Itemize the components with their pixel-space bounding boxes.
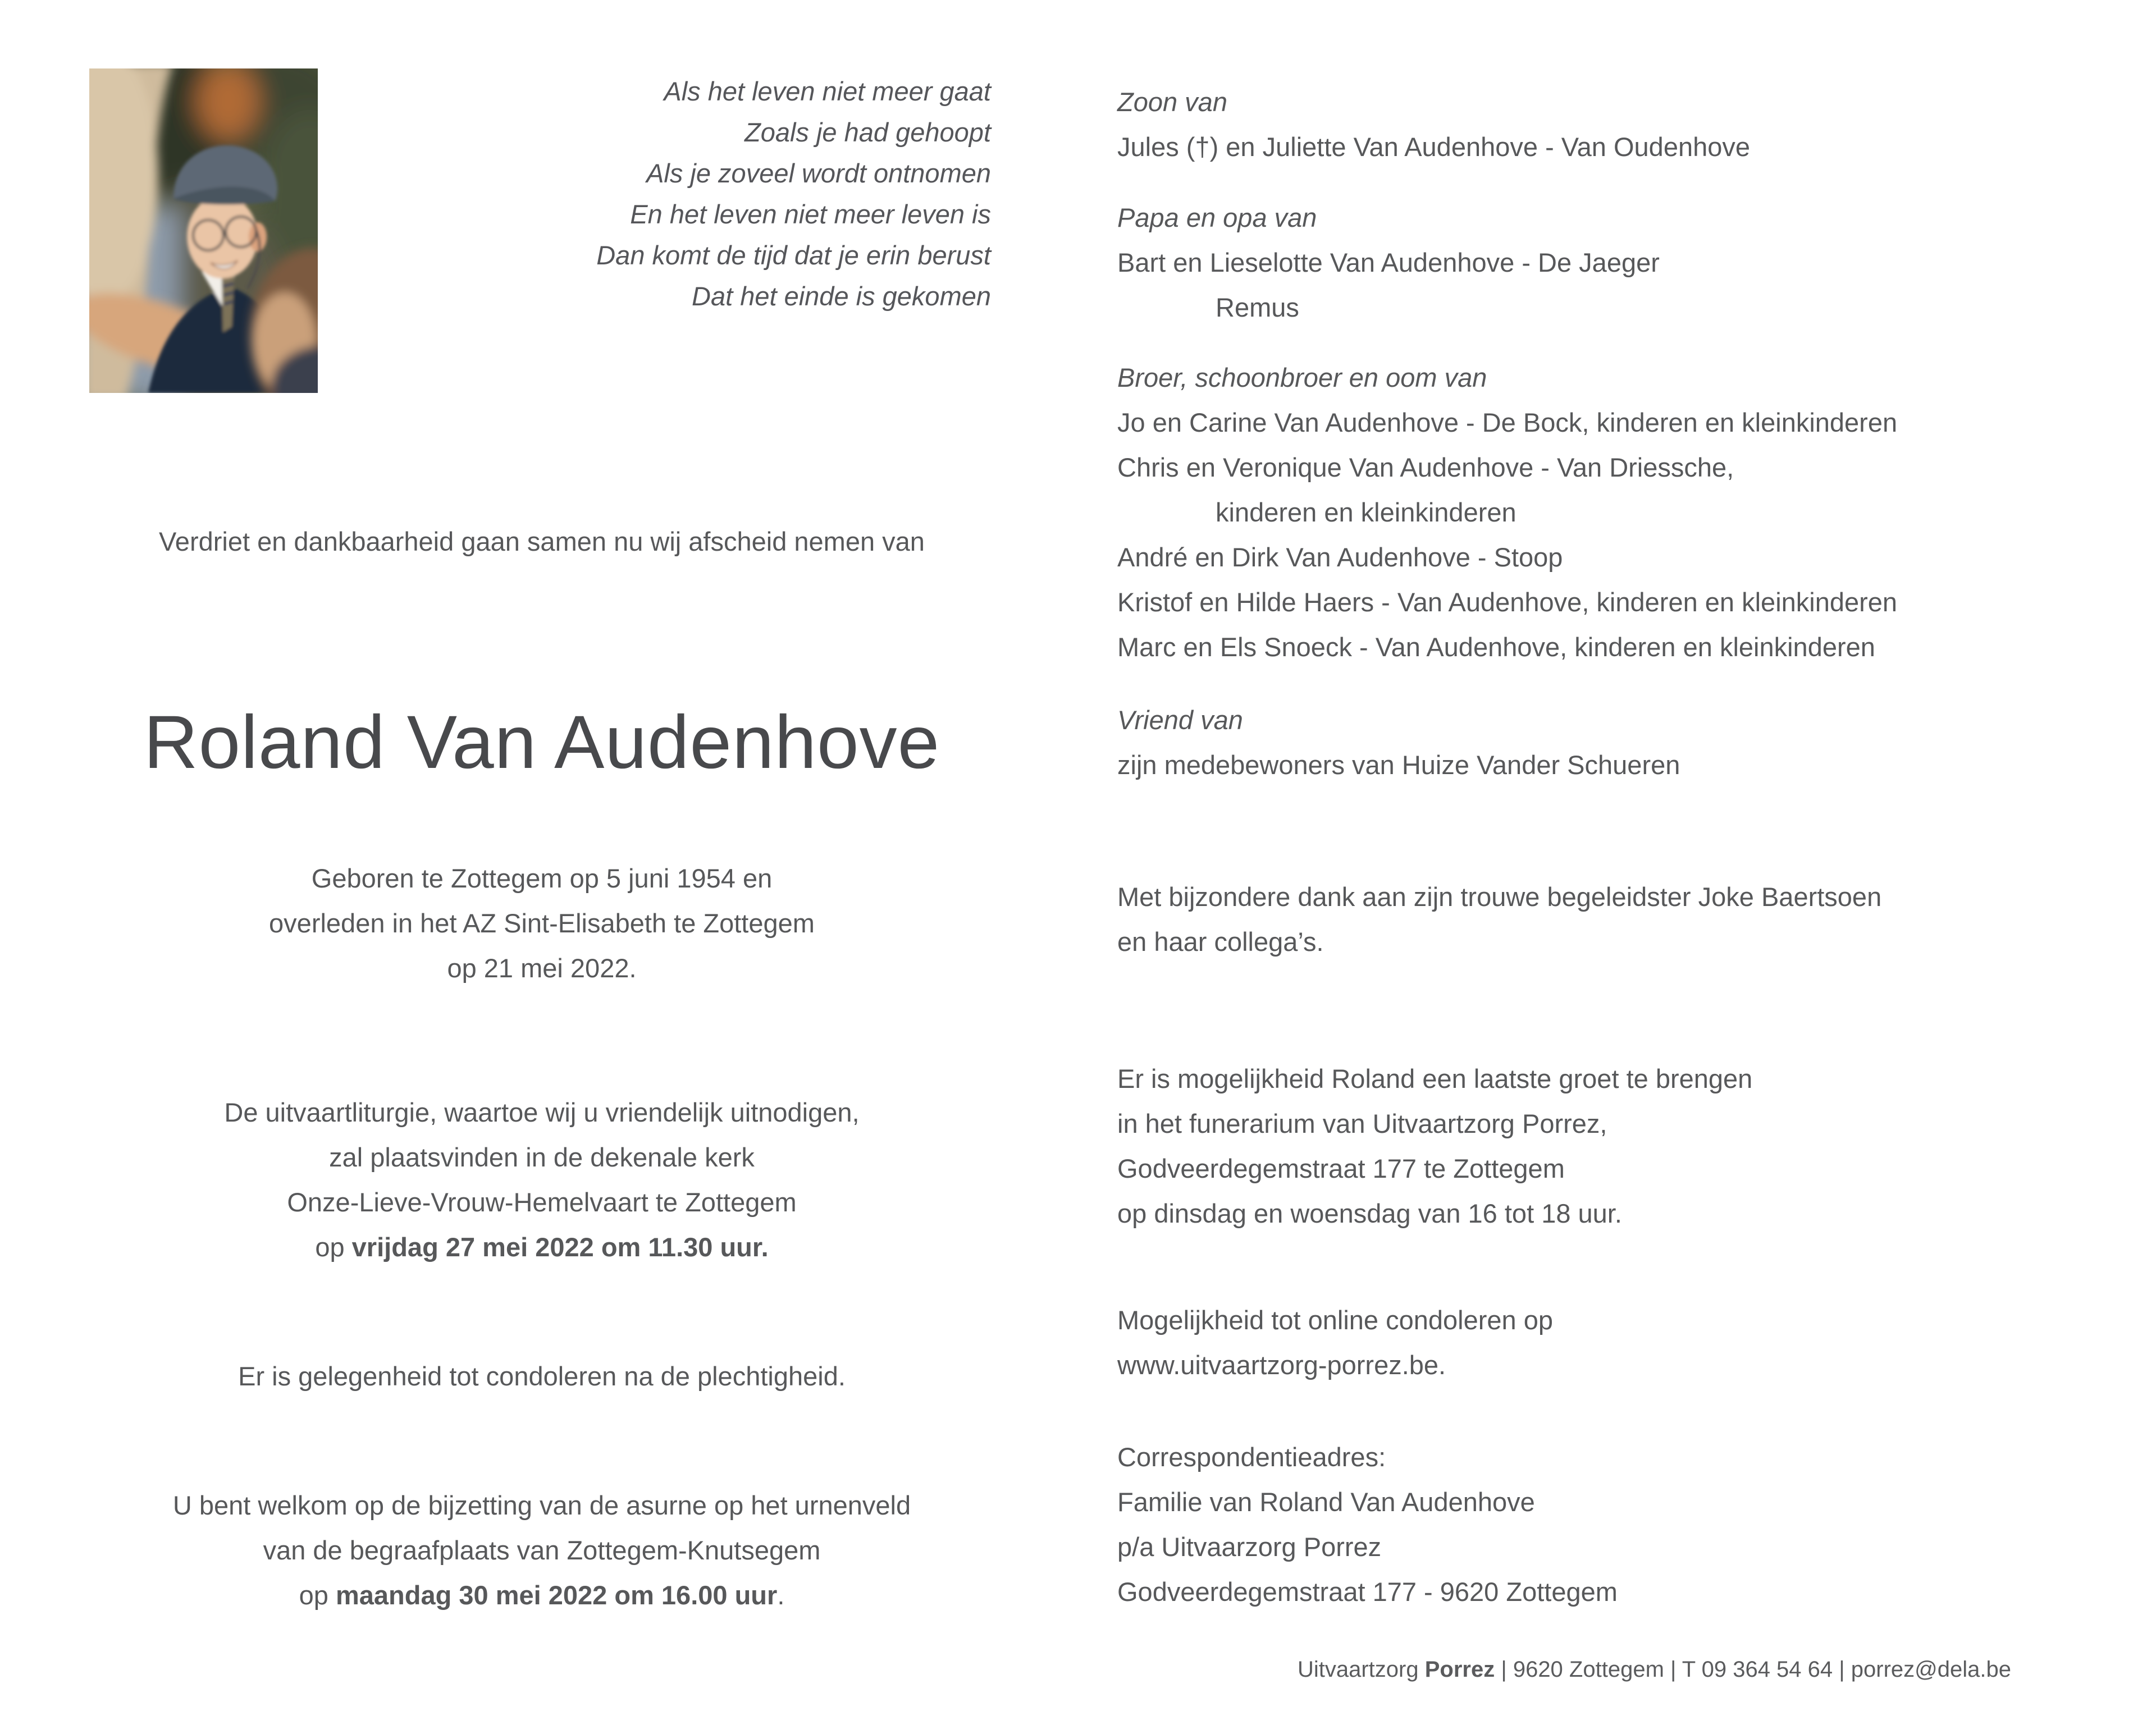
correspondence-line: Familie van Roland Van Audenhove bbox=[1117, 1487, 1535, 1517]
footer-prefix: Uitvaartzorg bbox=[1297, 1657, 1425, 1682]
relative-line: Kristof en Hilde Haers - Van Audenhove, kinderen en kleinkinderen bbox=[1117, 587, 1898, 617]
liturgy-line: De uitvaartliturgie, waartoe wij u vriendelijk uitnodigen, bbox=[224, 1097, 860, 1127]
poem bbox=[93, 71, 1002, 317]
funerarium-line: Godveerdegemstraat 177 te Zottegem bbox=[1117, 1154, 1565, 1183]
relative-line: kinderen en kleinkinderen bbox=[1216, 497, 1516, 527]
liturgy-line: zal plaatsvinden in de dekenale kerk bbox=[329, 1142, 755, 1172]
thanks-block bbox=[1117, 875, 1881, 964]
relative-line: Jo en Carine Van Audenhove - De Bock, kinderen en kleinkinderen bbox=[1117, 408, 1898, 437]
birth-death-line: Geboren te Zottegem op 5 juni 1954 en bbox=[311, 863, 773, 893]
thanks-line: Met bijzondere dank aan zijn trouwe begeleidster Joke Baertsoen bbox=[1117, 882, 1882, 912]
online-condolence-url: www.uitvaartzorg-porrez.be. bbox=[1117, 1350, 1446, 1380]
funeral-home-footer bbox=[1298, 1657, 2011, 1682]
funerarium-line: Er is mogelijkheid Roland een laatste groet te brengen bbox=[1117, 1064, 1753, 1094]
liturgy-line: Onze-Lieve-Vrouw-Hemelvaart te Zottegem bbox=[287, 1187, 797, 1217]
online-condolence-block bbox=[1117, 1298, 1553, 1388]
birth-death-line: overleden in het AZ Sint-Elisabeth te Zottegem bbox=[269, 908, 815, 938]
poem-line: Als het leven niet meer gaat bbox=[664, 76, 991, 106]
burial-date-line bbox=[93, 1573, 991, 1618]
intro-line: Verdriet en dankbaarheid gaan samen nu wij afscheid nemen van bbox=[159, 527, 925, 556]
relative-line: Jules (†) en Juliette Van Audenhove - Van Oudenhove bbox=[1117, 132, 1751, 162]
footer-contact: | 9620 Zottegem | T 09 364 54 64 | porrez@dela.be bbox=[1495, 1657, 2011, 1682]
relative-line: zijn medebewoners van Huize Vander Schueren bbox=[1117, 750, 1680, 780]
burial-block bbox=[93, 1483, 991, 1618]
liturgy-block bbox=[93, 1090, 991, 1270]
poem-line: Zoals je had gehoopt bbox=[744, 117, 991, 147]
correspondence-line: Correspondentieadres: bbox=[1117, 1442, 1386, 1472]
poem-line: Dan komt de tijd dat je erin berust bbox=[596, 240, 991, 270]
relative-line: André en Dirk Van Audenhove - Stoop bbox=[1117, 542, 1563, 572]
relative-line: Bart en Lieselotte Van Audenhove - De Jaeger bbox=[1117, 248, 1660, 277]
burial-line: U bent welkom op de bijzetting van de asurne op het urnenveld bbox=[172, 1490, 911, 1520]
liturgy-date-line bbox=[93, 1225, 991, 1270]
burial-date-suffix: . bbox=[777, 1580, 785, 1610]
condolence-line: Er is gelegenheid tot condoleren na de plechtigheid. bbox=[238, 1361, 846, 1391]
burial-date-prefix: op bbox=[299, 1580, 336, 1610]
poem-line: Als je zoveel wordt ontnomen bbox=[646, 158, 991, 188]
correspondence-block bbox=[1117, 1435, 1618, 1614]
liturgy-date: vrijdag 27 mei 2022 om 11.30 uur. bbox=[351, 1232, 769, 1262]
relative-line: Chris en Veronique Van Audenhove - Van Driessche, bbox=[1117, 452, 1734, 482]
section-label-zoon-van: Zoon van bbox=[1117, 87, 1227, 117]
birth-death-block bbox=[93, 856, 991, 991]
burial-line: van de begraafplaats van Zottegem-Knutsegem bbox=[263, 1535, 821, 1565]
section-label-broer-schoonbroer-oom: Broer, schoonbroer en oom van bbox=[1117, 363, 1487, 392]
funerarium-line: op dinsdag en woensdag van 16 tot 18 uur. bbox=[1117, 1198, 1622, 1228]
footer-brand: Porrez bbox=[1424, 1657, 1495, 1682]
thanks-line: en haar collega’s. bbox=[1117, 927, 1324, 957]
correspondence-line: Godveerdegemstraat 177 - 9620 Zottegem bbox=[1117, 1577, 1618, 1607]
relative-line: Remus bbox=[1216, 292, 1299, 322]
funerarium-block bbox=[1117, 1056, 1752, 1236]
online-condolence-line: Mogelijkheid tot online condoleren op bbox=[1117, 1305, 1554, 1335]
deceased-name: Roland Van Audenhove bbox=[143, 701, 940, 784]
burial-date: maandag 30 mei 2022 om 16.00 uur bbox=[335, 1580, 778, 1610]
birth-death-line: op 21 mei 2022. bbox=[447, 953, 637, 983]
poem-line: En het leven niet meer leven is bbox=[630, 199, 991, 229]
relative-line: Marc en Els Snoeck - Van Audenhove, kinderen en kleinkinderen bbox=[1117, 632, 1875, 662]
section-label-papa-en-opa-van: Papa en opa van bbox=[1117, 203, 1317, 232]
funerarium-line: in het funerarium van Uitvaartzorg Porrez, bbox=[1117, 1109, 1607, 1138]
section-label-vriend-van: Vriend van bbox=[1117, 705, 1243, 735]
poem-line: Dat het einde is gekomen bbox=[692, 281, 991, 311]
liturgy-date-prefix: op bbox=[315, 1232, 352, 1262]
correspondence-line: p/a Uitvaarzorg Porrez bbox=[1117, 1532, 1382, 1562]
